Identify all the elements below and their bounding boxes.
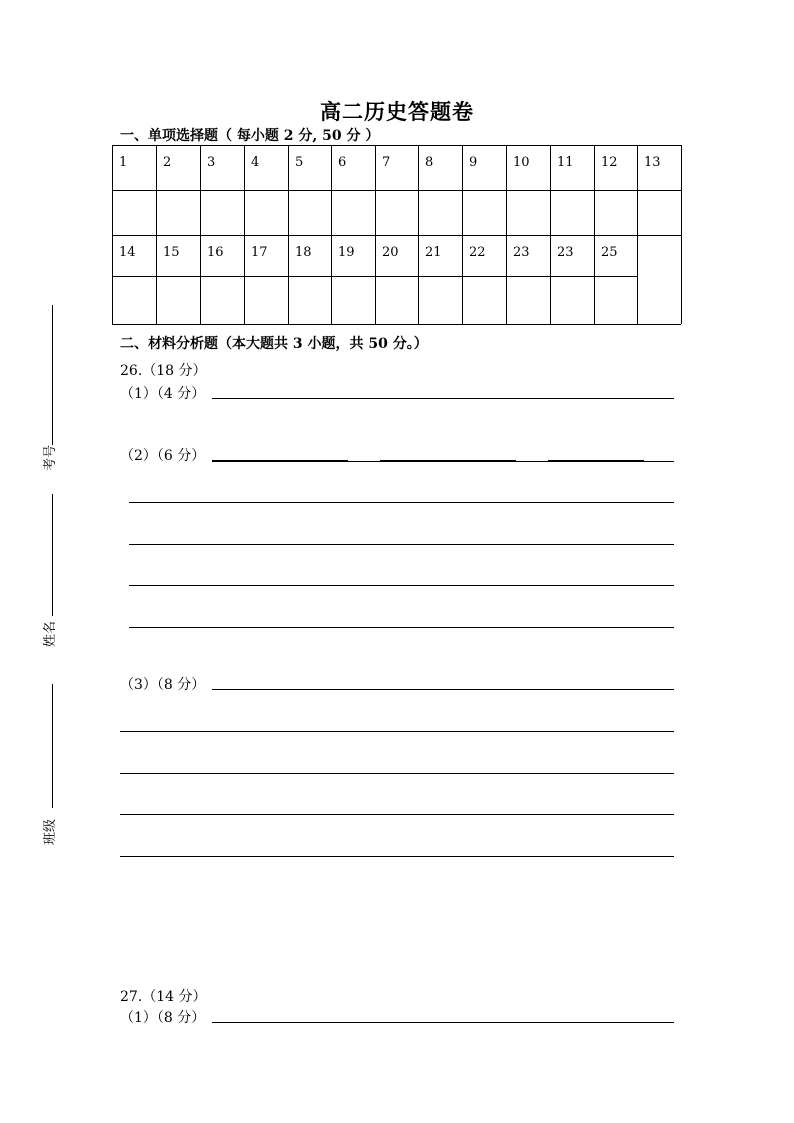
q26-part2-label: （2）（6 分） bbox=[120, 448, 206, 464]
answer-cell[interactable] bbox=[463, 191, 505, 234]
q26-part2-answer-line[interactable] bbox=[548, 460, 644, 462]
q26-part2-answer-line[interactable] bbox=[348, 461, 380, 462]
q26-part3-answer-line[interactable] bbox=[212, 689, 674, 690]
q26-label: 26.（18 分） bbox=[120, 363, 207, 379]
answer-cell[interactable] bbox=[113, 191, 155, 234]
question-number-cell: 15 bbox=[163, 245, 180, 260]
question-number-cell: 5 bbox=[295, 155, 304, 170]
q26-part2-answer-line[interactable] bbox=[516, 461, 548, 462]
answer-cell[interactable] bbox=[201, 277, 243, 323]
question-number-cell: 8 bbox=[425, 155, 434, 170]
grid-line bbox=[681, 145, 682, 324]
class-label: 班级 bbox=[43, 819, 58, 846]
question-number-cell: 23 bbox=[557, 245, 574, 260]
exam-number-field-line[interactable] bbox=[52, 305, 53, 445]
question-number-cell: 7 bbox=[382, 155, 391, 170]
question-number-cell: 18 bbox=[295, 245, 312, 260]
grid-line bbox=[637, 145, 638, 324]
name-field-line[interactable] bbox=[52, 494, 53, 616]
class-field-line[interactable] bbox=[52, 684, 53, 808]
exam-number-label: 考号 bbox=[43, 445, 58, 472]
grid-line bbox=[112, 235, 681, 236]
q26-part2-answer-line[interactable] bbox=[212, 460, 348, 462]
answer-cell[interactable] bbox=[376, 277, 417, 323]
answer-cell[interactable] bbox=[157, 277, 199, 323]
q26-part2-answer-line[interactable] bbox=[129, 502, 674, 503]
q26-part2-answer-line[interactable] bbox=[380, 460, 516, 462]
answer-cell[interactable] bbox=[419, 277, 461, 323]
question-number-cell: 22 bbox=[469, 245, 486, 260]
q27-part1-answer-line[interactable] bbox=[212, 1022, 674, 1023]
question-number-cell: 6 bbox=[338, 155, 347, 170]
answer-cell[interactable] bbox=[551, 191, 593, 234]
question-number-cell: 17 bbox=[251, 245, 268, 260]
question-number-cell: 20 bbox=[382, 245, 399, 260]
page-title: 高二历史答题卷 bbox=[320, 99, 474, 124]
question-number-cell: 14 bbox=[119, 245, 136, 260]
answer-cell[interactable] bbox=[245, 277, 287, 323]
answer-cell[interactable] bbox=[463, 277, 505, 323]
answer-cell[interactable] bbox=[201, 191, 243, 234]
question-number-cell: 10 bbox=[513, 155, 530, 170]
answer-cell[interactable] bbox=[332, 191, 374, 234]
section1-heading: 一、单项选择题（ 每小题 2 分, 50 分 ） bbox=[120, 128, 380, 144]
q26-part1-label: （1）（4 分） bbox=[120, 386, 206, 402]
question-number-cell: 4 bbox=[251, 155, 260, 170]
answer-cell[interactable] bbox=[157, 191, 199, 234]
q27-label: 27.（14 分） bbox=[120, 989, 207, 1005]
name-label: 姓名 bbox=[43, 621, 58, 648]
q26-part3-answer-line[interactable] bbox=[120, 773, 674, 774]
question-number-cell: 3 bbox=[207, 155, 216, 170]
answer-cell[interactable] bbox=[507, 277, 549, 323]
question-number-cell: 13 bbox=[644, 155, 661, 170]
q26-part3-answer-line[interactable] bbox=[120, 731, 674, 732]
question-number-cell: 21 bbox=[425, 245, 442, 260]
answer-cell[interactable] bbox=[419, 191, 461, 234]
answer-cell[interactable] bbox=[376, 191, 417, 234]
answer-cell[interactable] bbox=[638, 191, 680, 234]
grid-line bbox=[112, 324, 681, 325]
answer-cell[interactable] bbox=[595, 191, 636, 234]
answer-cell[interactable] bbox=[507, 191, 549, 234]
question-number-cell: 9 bbox=[469, 155, 478, 170]
answer-cell[interactable] bbox=[289, 277, 330, 323]
question-number-cell: 11 bbox=[557, 155, 574, 170]
question-number-cell: 12 bbox=[601, 155, 618, 170]
answer-cell[interactable] bbox=[595, 277, 636, 323]
q26-part1-answer-line[interactable] bbox=[212, 398, 674, 399]
q26-part2-answer-line[interactable] bbox=[129, 585, 674, 586]
q26-part3-answer-line[interactable] bbox=[120, 856, 674, 857]
question-number-cell: 2 bbox=[163, 155, 172, 170]
question-number-cell: 16 bbox=[207, 245, 224, 260]
grid-line bbox=[112, 145, 681, 146]
q26-part2-answer-line[interactable] bbox=[129, 627, 674, 628]
answer-cell[interactable] bbox=[551, 277, 593, 323]
section2-heading: 二、材料分析题（本大题共 3 小题，共 50 分。） bbox=[120, 336, 428, 352]
q26-part3-answer-line[interactable] bbox=[120, 814, 674, 815]
question-number-cell: 23 bbox=[513, 245, 530, 260]
answer-cell[interactable] bbox=[113, 277, 155, 323]
answer-cell[interactable] bbox=[289, 191, 330, 234]
q26-part3-label: （3）（8 分） bbox=[120, 677, 206, 693]
answer-cell[interactable] bbox=[332, 277, 374, 323]
q26-part2-answer-line[interactable] bbox=[644, 461, 674, 462]
q26-part2-answer-line[interactable] bbox=[129, 544, 674, 545]
q27-part1-label: （1）（8 分） bbox=[120, 1010, 206, 1026]
answer-cell[interactable] bbox=[245, 191, 287, 234]
question-number-cell: 1 bbox=[119, 155, 128, 170]
question-number-cell: 19 bbox=[338, 245, 355, 260]
question-number-cell: 25 bbox=[601, 245, 618, 260]
